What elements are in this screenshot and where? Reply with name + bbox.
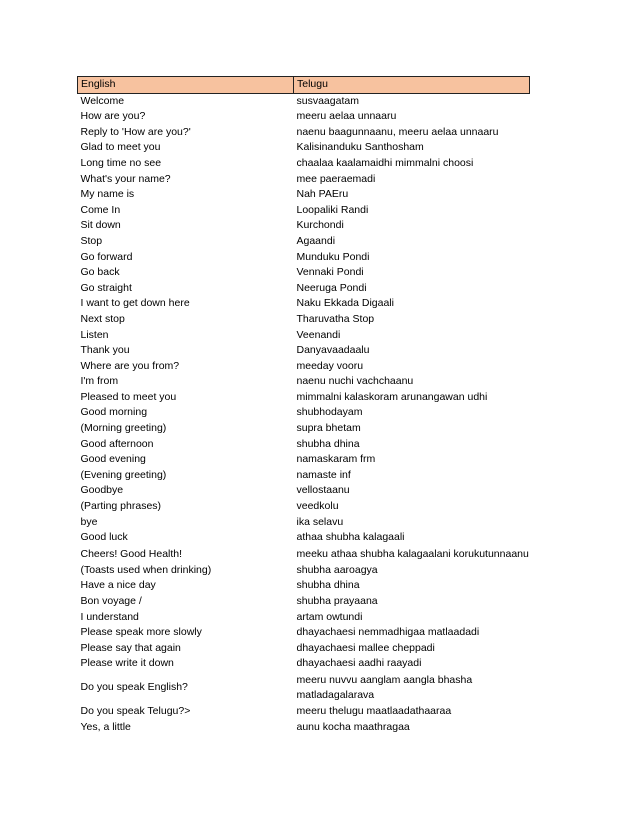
telugu-phrase: aunu kocha maathragaa (296, 720, 410, 733)
telugu-phrase: shubhodayam (296, 406, 363, 419)
telugu-phrase: meeku athaa shubha kalagaalani korukutunnaanu (296, 547, 529, 560)
english-phrase: (Morning greeting) (80, 422, 167, 435)
telugu-phrase: Vennaki Pondi (296, 266, 364, 279)
table-row (78, 156, 530, 172)
english-phrase: Sit down (80, 219, 121, 232)
telugu-phrase: athaa shubha kalagaali (296, 531, 405, 544)
table-row (78, 641, 530, 657)
telugu-phrase: meeru aelaa unnaaru (296, 110, 397, 123)
table-row (78, 218, 530, 234)
telugu-phrase: Tharuvatha Stop (296, 312, 375, 325)
english-phrase: Long time no see (80, 156, 162, 169)
english-phrase: How are you? (80, 110, 146, 123)
table-row (78, 109, 530, 125)
english-phrase: My name is (80, 188, 135, 201)
telugu-phrase: Munduku Pondi (296, 250, 370, 263)
telugu-phrase: Nah PAEru (296, 188, 349, 201)
english-phrase: Good morning (80, 406, 148, 419)
telugu-phrase: shubha aaroagya (296, 563, 378, 576)
telugu-phrase: namaskaram frm (296, 453, 376, 466)
english-phrase: I'm from (80, 375, 119, 388)
telugu-phrase: naenu nuchi vachchaanu (296, 375, 414, 388)
telugu-phrase: meeru thelugu maatlaadathaaraa (296, 704, 452, 717)
telugu-phrase: Danyavaadaalu (296, 344, 370, 357)
telugu-phrase: dhayachaesi nemmadhigaa matlaadadi (296, 626, 480, 639)
english-phrase: bye (80, 515, 98, 528)
table-row (78, 343, 530, 359)
telugu-phrase: shubha dhina (296, 579, 360, 592)
english-phrase: Bon voyage / (80, 595, 142, 607)
header-row (78, 77, 530, 94)
english-phrase: Please write it down (80, 657, 174, 670)
table-row (78, 515, 530, 531)
english-phrase: Have a nice day (80, 579, 156, 592)
english-phrase: Good afternoon (80, 437, 154, 450)
english-phrase: (Parting phrases) (80, 500, 162, 513)
telugu-phrase: shubha prayaana (296, 595, 378, 607)
english-phrase: Good evening (80, 453, 146, 466)
telugu-phrase: naenu baagunnaanu, meeru aelaa unnaaru (296, 125, 499, 138)
english-phrase: Do you speak English? (80, 681, 188, 694)
table-row (78, 468, 530, 484)
table-row (78, 296, 530, 312)
table-row (78, 281, 530, 297)
table-row (78, 234, 530, 250)
phrase-rows (78, 93, 530, 735)
english-phrase: Go forward (80, 250, 133, 263)
english-phrase: Glad to meet you (80, 141, 161, 154)
english-phrase: Reply to 'How are you?' (80, 125, 191, 138)
telugu-phrase: Kalisinanduku Santhosham (296, 141, 424, 154)
table-row (78, 530, 530, 546)
english-phrase: Goodbye (80, 484, 124, 497)
english-phrase: Welcome (80, 94, 125, 107)
english-phrase: Please say that again (80, 641, 181, 654)
table-row (78, 656, 530, 672)
telugu-phrase: artam owtundi (296, 610, 363, 623)
table-row (78, 594, 530, 610)
telugu-phrase: meeru nuvvu aanglam aangla bhasha matladagalarava (296, 673, 473, 701)
english-phrase: What's your name? (80, 172, 171, 185)
telugu-phrase: Kurchondi (296, 219, 344, 232)
english-phrase: Please speak more slowly (80, 626, 202, 639)
telugu-phrase: Veenandi (296, 328, 341, 341)
table-row (78, 452, 530, 468)
table-row (78, 374, 530, 390)
english-phrase: Listen (80, 328, 109, 341)
table-row (78, 672, 530, 704)
table-row (78, 704, 530, 720)
english-phrase: (Evening greeting) (80, 468, 167, 481)
english-phrase: Where are you from? (80, 359, 180, 372)
english-phrase: Yes, a little (80, 720, 131, 733)
english-phrase: Come In (80, 203, 121, 216)
table-row (78, 172, 530, 188)
table-row (78, 312, 530, 328)
table-row (78, 250, 530, 266)
table-row (78, 93, 530, 109)
english-phrase: Do you speak Telugu?> (80, 704, 191, 717)
table-row (78, 265, 530, 281)
telugu-phrase: Agaandi (296, 234, 336, 247)
table-row (78, 563, 530, 579)
english-phrase: Go straight (80, 281, 132, 294)
telugu-phrase: dhayachaesi mallee cheppadi (296, 641, 435, 654)
table-row (78, 125, 530, 141)
table-row (78, 405, 530, 421)
telugu-phrase: mimmalni kalaskoram arunangawan udhi (296, 390, 488, 403)
telugu-phrase: namaste inf (296, 468, 351, 481)
english-phrase: (Toasts used when drinking) (80, 563, 212, 576)
table-row (78, 720, 530, 736)
phrase-table (77, 76, 530, 735)
english-phrase: Good luck (80, 531, 128, 544)
english-phrase: Thank you (80, 344, 130, 357)
table-row (78, 483, 530, 499)
table-row (78, 578, 530, 594)
english-phrase: Next stop (80, 312, 125, 325)
table-row (78, 390, 530, 406)
telugu-phrase: Naku Ekkada Digaali (296, 297, 394, 310)
telugu-phrase: dhayachaesi aadhi raayadi (296, 657, 422, 670)
telugu-phrase: mee paeraemadi (296, 172, 376, 185)
table-row (78, 359, 530, 375)
table-row (78, 546, 530, 563)
english-phrase: Cheers! Good Health! (80, 547, 183, 560)
english-phrase: I understand (80, 610, 139, 623)
column-header-english: English (78, 77, 294, 94)
telugu-phrase: supra bhetam (296, 422, 361, 435)
telugu-phrase: Neeruga Pondi (296, 281, 367, 294)
column-header-telugu: Telugu (294, 77, 530, 94)
english-phrase: Go back (80, 266, 120, 279)
english-phrase: I want to get down here (80, 297, 190, 310)
telugu-phrase: veedkolu (296, 500, 339, 513)
telugu-phrase: ika selavu (296, 515, 344, 528)
table-row (78, 437, 530, 453)
table-row (78, 610, 530, 626)
table-row (78, 328, 530, 344)
telugu-phrase: shubha dhina (296, 437, 360, 450)
table-row (78, 499, 530, 515)
english-phrase: Stop (80, 234, 103, 247)
table-row (78, 203, 530, 219)
telugu-phrase: vellostaanu (296, 484, 350, 497)
table-row (78, 187, 530, 203)
telugu-phrase: susvaagatam (296, 94, 359, 107)
telugu-phrase: chaalaa kaalamaidhi mimmalni choosi (296, 156, 474, 169)
english-phrase: Pleased to meet you (80, 390, 177, 403)
table-row (78, 421, 530, 437)
table-row (78, 140, 530, 156)
telugu-phrase: meeday vooru (296, 359, 364, 372)
telugu-phrase: Loopaliki Randi (296, 203, 369, 216)
table-row (78, 625, 530, 641)
